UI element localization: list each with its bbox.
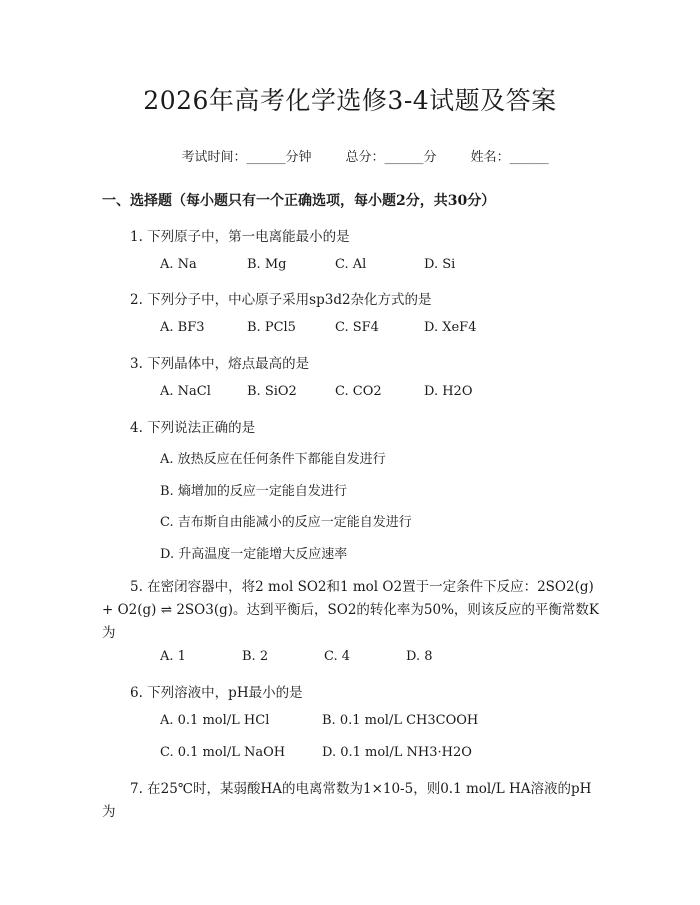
question-3: 3. 下列晶体中，熔点最高的是 [130, 356, 310, 372]
q3-option-a: A. NaCl [160, 384, 211, 399]
q6-option-b: B. 0.1 mol/L CH3COOH [322, 713, 479, 728]
q4-option-b: B. 熵增加的反应一定能自发进行 [160, 484, 347, 499]
q2-option-d: D. XeF4 [424, 320, 477, 335]
q1-option-d: D. Si [424, 257, 456, 272]
q4-option-d: D. 升高温度一定能增大反应速率 [160, 547, 348, 562]
q5-option-d: D. 8 [406, 649, 433, 664]
question-5-line-1: 5. 在密闭容器中，将2 mol SO2和1 mol O2置于一定条件下反应：2SO2(g) [130, 579, 594, 595]
exam-meta [165, 131, 549, 180]
name-field: 姓名：______ [470, 150, 549, 165]
q6-option-c: C. 0.1 mol/L NaOH [160, 745, 286, 760]
q2-option-a: A. BF3 [160, 320, 205, 335]
question-5-line-2: + O2(g) ⇌ 2SO3(g)。达到平衡后，SO2的转化率为50%，则该反应的平衡常数K [102, 602, 599, 618]
question-6: 6. 下列溶液中，pH最小的是 [130, 685, 303, 701]
q2-option-b: B. PCl5 [247, 320, 296, 335]
q3-option-b: B. SiO2 [247, 384, 297, 399]
q4-option-c: C. 吉布斯自由能减小的反应一定能自发进行 [160, 515, 412, 530]
q4-option-a: A. 放热反应在任何条件下都能自发进行 [160, 452, 386, 467]
question-4: 4. 下列说法正确的是 [130, 420, 256, 436]
total-score-field: 总分：______分 [345, 150, 437, 165]
q1-option-c: C. Al [335, 257, 367, 272]
q3-option-c: C. CO2 [335, 384, 382, 399]
q1-option-a: A. Na [160, 257, 197, 272]
q2-option-c: C. SF4 [335, 320, 379, 335]
question-7-line-2: 为 [102, 804, 116, 820]
q5-option-b: B. 2 [242, 649, 269, 664]
section-heading: 一、选择题（每小题只有一个正确选项，每小题2分，共30分） [102, 193, 496, 209]
question-1: 1. 下列原子中，第一电离能最小的是 [130, 229, 350, 245]
q5-option-c: C. 4 [324, 649, 351, 664]
q1-option-b: B. Mg [247, 257, 287, 272]
page-title: 2026年高考化学选修3-4试题及答案 [143, 86, 557, 115]
q3-option-d: D. H2O [424, 384, 473, 399]
q6-option-a: A. 0.1 mol/L HCl [160, 713, 270, 728]
question-7-line-1: 7. 在25℃时，某弱酸HA的电离常数为1×10-5，则0.1 mol/L HA溶液的pH [130, 781, 592, 797]
question-5-line-3: 为 [102, 625, 116, 641]
q5-option-a: A. 1 [160, 649, 186, 664]
question-2: 2. 下列分子中，中心原子采用sp3d2杂化方式的是 [130, 292, 432, 308]
exam-time-field: 考试时间：______分钟 [181, 150, 312, 165]
q6-option-d: D. 0.1 mol/L NH3·H2O [322, 745, 472, 760]
